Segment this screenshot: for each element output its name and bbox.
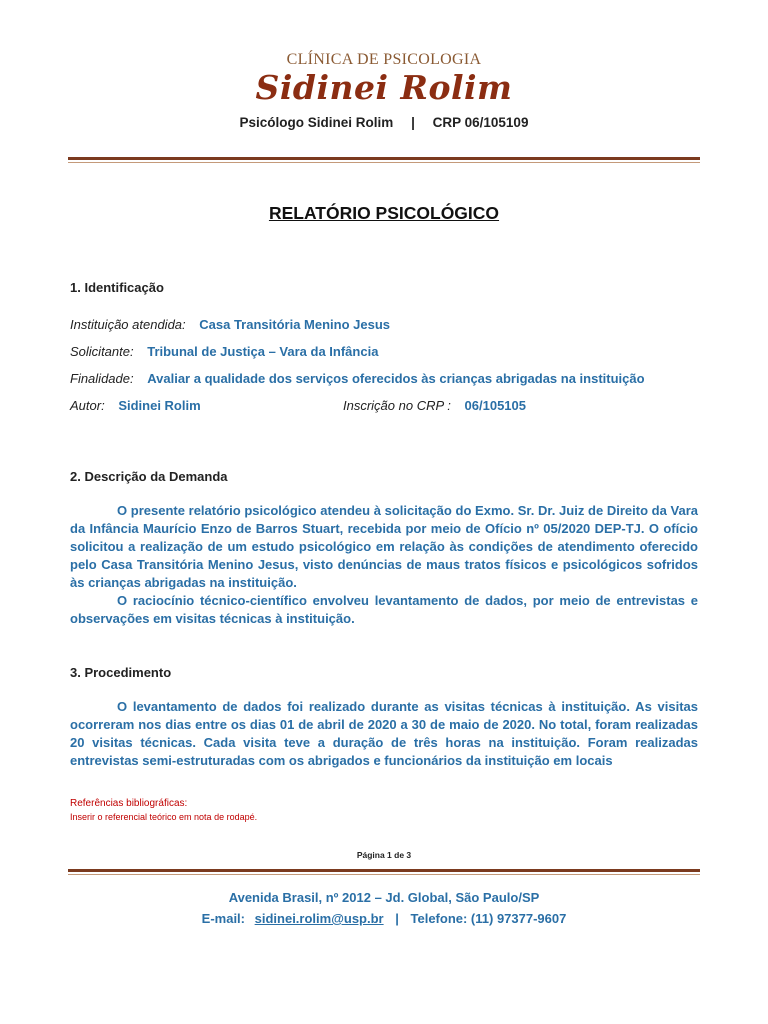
email-link[interactable]: sidinei.rolim@usp.br	[254, 911, 384, 926]
subtitle	[0, 115, 768, 130]
procedure-text	[70, 698, 698, 770]
requester-label: Solicitante:	[70, 344, 134, 359]
field-requester	[70, 344, 378, 359]
author-label: Autor:	[70, 398, 105, 413]
phone: Telefone: (11) 97377-9607	[410, 911, 567, 926]
demand-paragraph-2: O raciocínio técnico-científico envolveu levantamento de dados, por meio de entrevistas e observações em visitas técnicas à instituição.	[70, 593, 698, 626]
page-number: Página 1 de 3	[356, 850, 412, 860]
psychologist-name: Psicólogo Sidinei Rolim	[239, 115, 394, 130]
document-title: RELATÓRIO PSICOLÓGICO	[268, 203, 500, 223]
email-label: E-mail:	[201, 911, 245, 926]
field-author	[70, 398, 201, 413]
institution-label: Instituição atendida:	[70, 317, 186, 332]
purpose-value: Avaliar a qualidade dos serviços oferecidos às crianças abrigadas na instituição	[147, 371, 645, 386]
subtitle-separator: |	[411, 115, 415, 130]
footer-separator: |	[395, 911, 399, 926]
purpose-label: Finalidade:	[70, 371, 134, 386]
clinic-line: CLÍNICA DE PSICOLOGIA	[286, 51, 482, 68]
procedure-paragraph-1: O levantamento de dados foi realizado durante as visitas técnicas à instituição. As visitas ocorreram nos dias entre os dias 01 de abril de 2020 a 30 de maio de 2020. No total, foram realizadas 20 visitas técnicas. Cada visita teve a duração de três horas na instituição. Foram realizadas entrevistas semi-estruturadas com os abrigados e funcionários da instituição em locais	[70, 699, 698, 768]
clinic-name-logo: Sidinei Rolim	[255, 68, 513, 107]
crp-number: CRP 06/105109	[432, 115, 529, 130]
field-institution	[70, 317, 390, 332]
crp-value: 06/105105	[464, 398, 526, 413]
crp-label: Inscrição no CRP :	[343, 398, 451, 413]
header-rule	[68, 157, 700, 163]
section-procedure-heading: 3. Procedimento	[70, 665, 172, 680]
demand-text	[70, 502, 698, 628]
field-purpose	[70, 371, 645, 386]
section-identification-heading: 1. Identificação	[70, 280, 164, 295]
footer-contact	[0, 911, 768, 926]
section-demand-heading: 2. Descrição da Demanda	[70, 469, 228, 484]
footer-rule	[68, 869, 700, 875]
field-crp	[343, 398, 526, 413]
institution-value: Casa Transitória Menino Jesus	[199, 317, 390, 332]
references-title: Referências bibliográficas:	[70, 798, 188, 809]
demand-paragraph-1: O presente relatório psicológico atendeu à solicitação do Exmo. Sr. Dr. Juiz de Direito da Vara da Infância Maurício Enzo de Barros Stuart, recebida por meio de Ofício nº 05/2020 DEP-TJ. O ofício solicitou a realização de um estudo psicológico em relação às condições de atendimento oferecido pelo Casa Transitória Menino Jesus, visto denúncias de maus tratos físicos e psicológicos sofridos às crianças abrigadas na instituição.	[70, 503, 698, 590]
footer-address: Avenida Brasil, nº 2012 – Jd. Global, São Paulo/SP	[228, 890, 540, 905]
author-value: Sidinei Rolim	[118, 398, 201, 413]
requester-value: Tribunal de Justiça – Vara da Infância	[147, 344, 379, 359]
references-note: Inserir o referencial teórico em nota de rodapé.	[70, 812, 258, 822]
